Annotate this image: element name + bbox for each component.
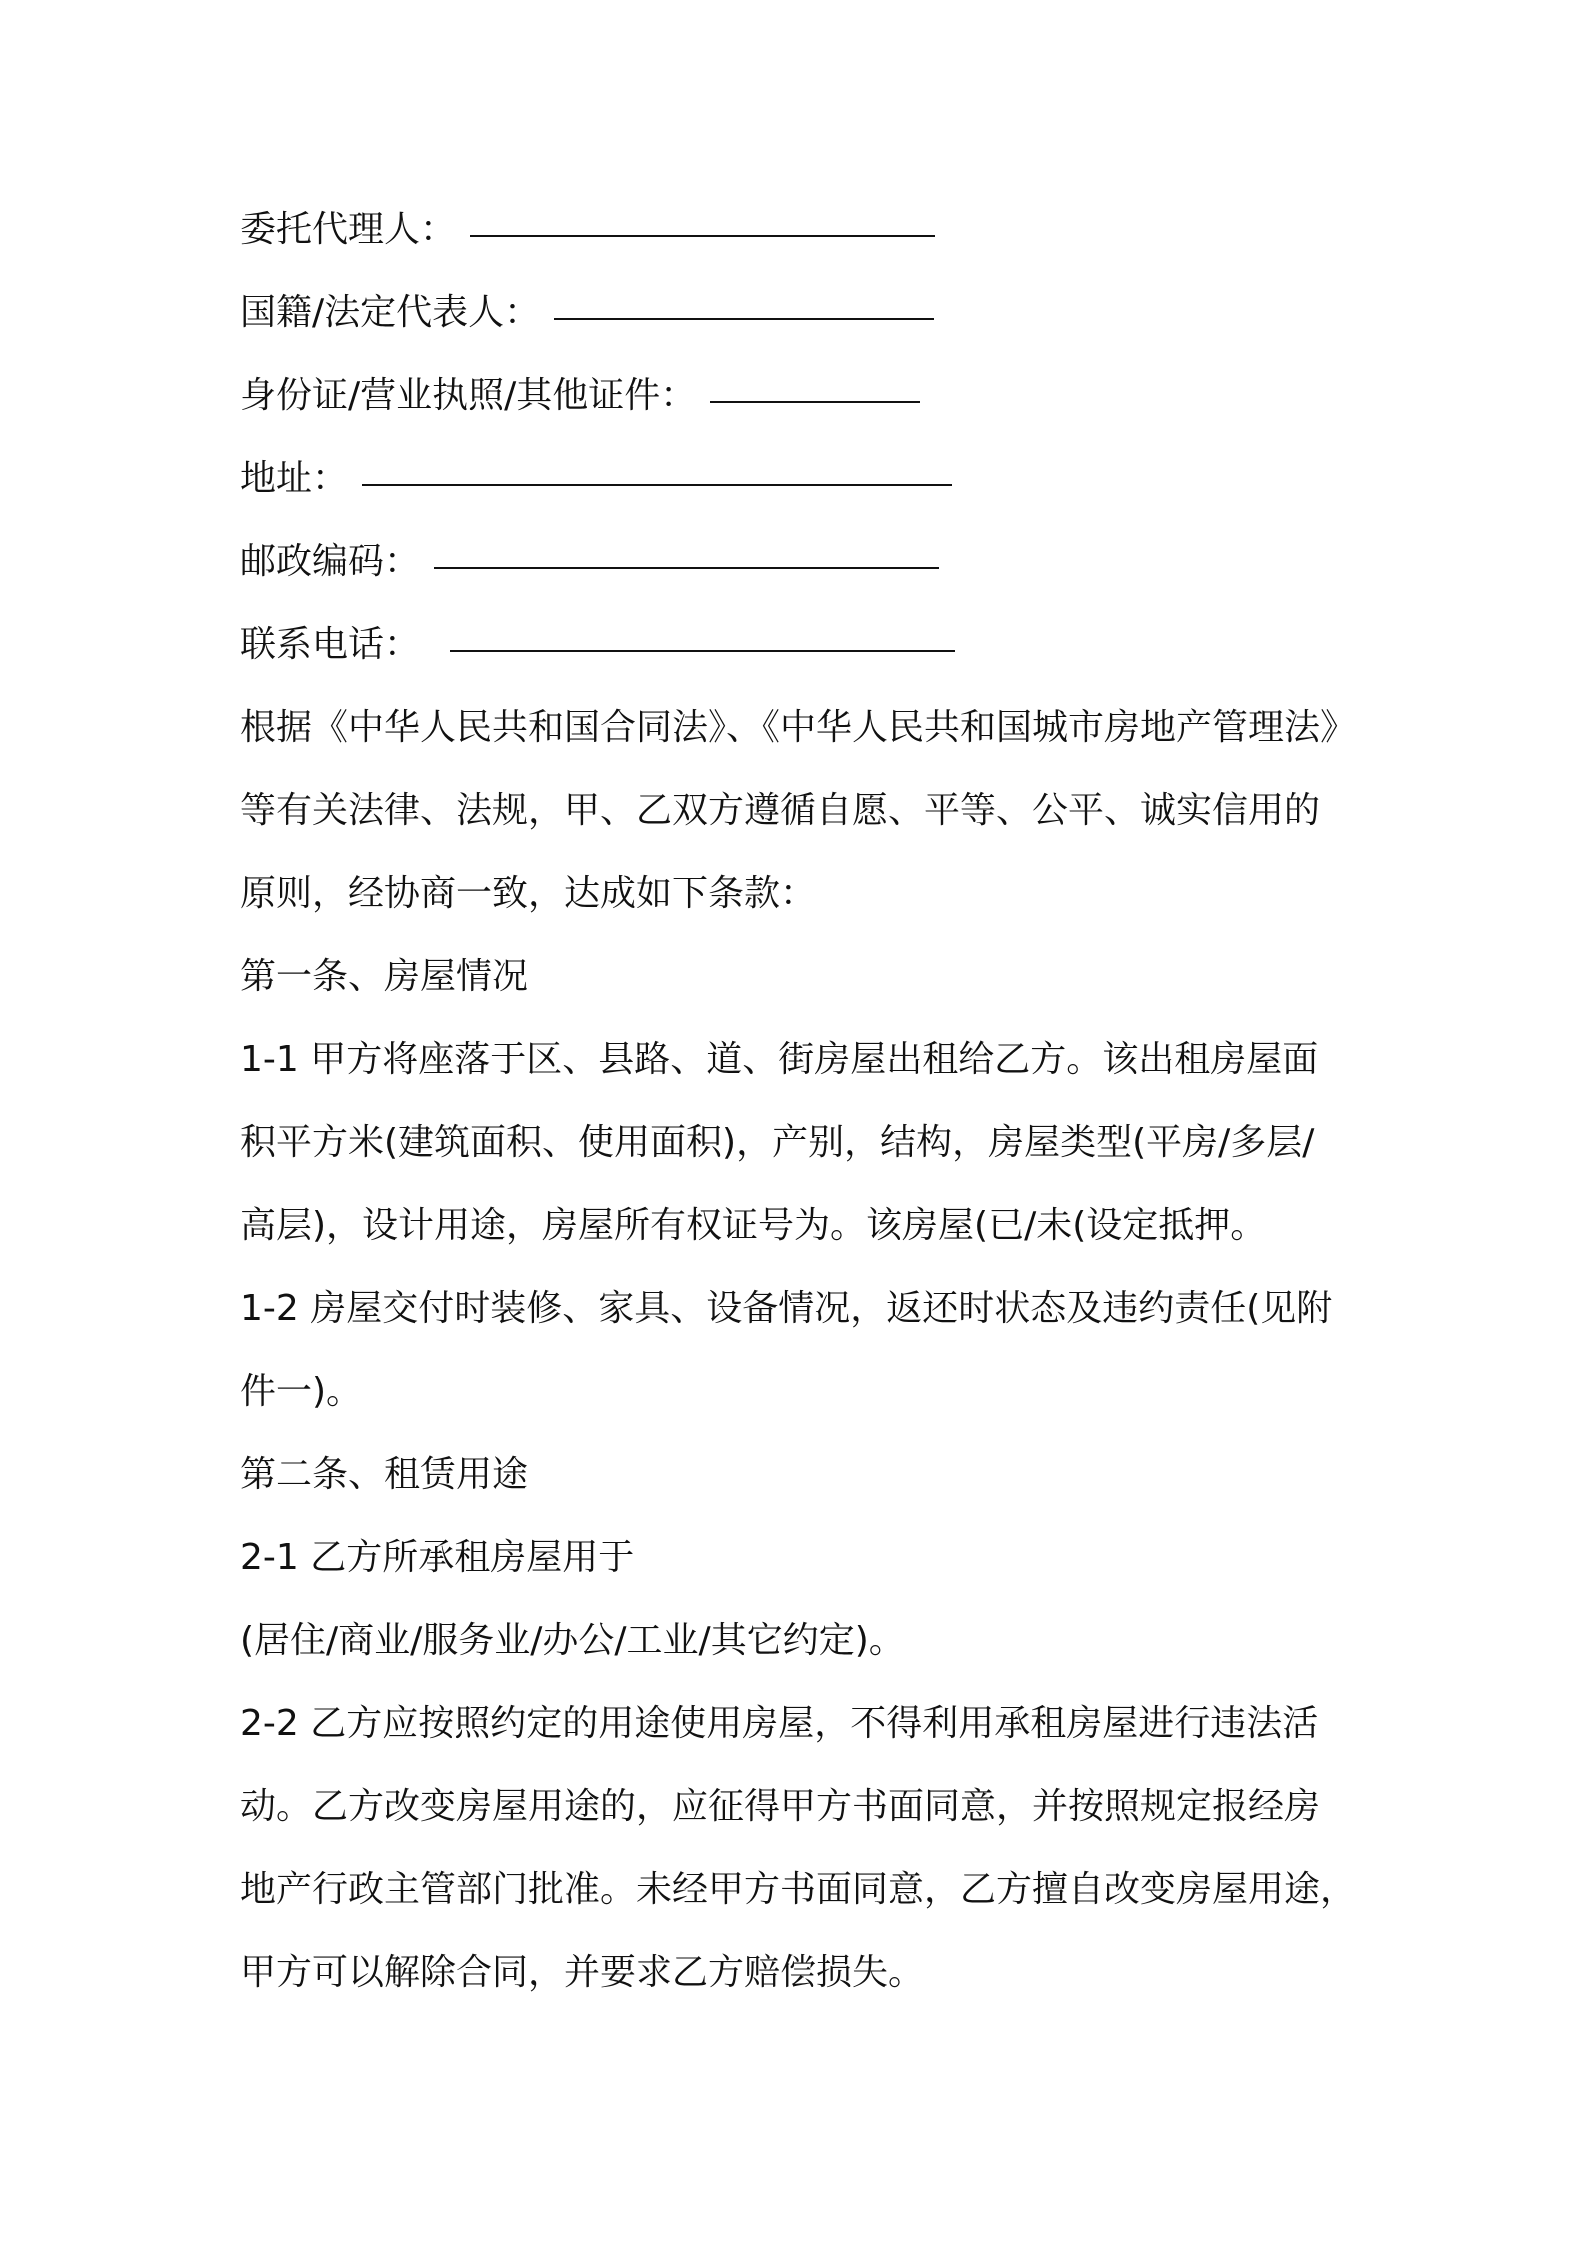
field-phone xyxy=(240,603,1360,686)
paragraph-line: 等有关法律、法规，甲、乙双方遵循自愿、平等、公平、诚实信用的 xyxy=(240,790,1321,831)
field-agent xyxy=(240,188,1360,271)
blank-line xyxy=(470,235,935,237)
paragraph-line: 根据《中华人民共和国合同法》、《中华人民共和国城市房地产管理法》 xyxy=(240,707,1357,748)
paragraph-line: 2-1 乙方所承租房屋用于 xyxy=(240,1537,635,1578)
paragraph-line: 原则，经协商一致，达成如下条款： xyxy=(240,873,817,914)
section-heading: 第二条、租赁用途 xyxy=(240,1454,529,1495)
paragraph-line: 甲方可以解除合同，并要求乙方赔偿损失。 xyxy=(240,1952,925,1993)
contract-content xyxy=(240,188,1360,2014)
paragraph-line: 地产行政主管部门批准。未经甲方书面同意，乙方擅自改变房屋用途， xyxy=(240,1869,1357,1910)
field-id-document xyxy=(240,354,1360,437)
paragraph-line: 动。乙方改变房屋用途的，应征得甲方书面同意，并按照规定报经房 xyxy=(240,1786,1321,1827)
paragraph-line: 件一)。 xyxy=(240,1371,363,1412)
blank-line xyxy=(710,401,920,403)
paragraph-line: 1-2 房屋交付时装修、家具、设备情况，返还时状态及违约责任(见附 xyxy=(240,1288,1333,1329)
paragraph-line: 2-2 乙方应按照约定的用途使用房屋，不得利用承租房屋进行违法活 xyxy=(240,1703,1319,1744)
blank-line xyxy=(554,318,934,320)
field-label: 委托代理人： xyxy=(240,209,457,250)
field-postcode xyxy=(240,520,1360,603)
section-heading: 第一条、房屋情况 xyxy=(240,956,529,997)
paragraph-line: 积平方米(建筑面积、使用面积)，产别，结构，房屋类型(平房/多层/ xyxy=(240,1122,1315,1163)
field-nationality-representative xyxy=(240,271,1360,354)
field-label: 身份证/营业执照/其他证件： xyxy=(240,375,697,416)
field-label: 邮政编码： xyxy=(240,541,421,582)
blank-line xyxy=(434,567,939,569)
field-label: 地址： xyxy=(240,458,349,499)
paragraph-line: (居住/商业/服务业/办公/工业/其它约定)。 xyxy=(240,1620,905,1661)
blank-line xyxy=(450,650,955,652)
field-label: 国籍/法定代表人： xyxy=(240,292,541,333)
paragraph-line: 1-1 甲方将座落于区、县路、道、街房屋出租给乙方。该出租房屋面 xyxy=(240,1039,1319,1080)
blank-line xyxy=(362,484,952,486)
field-label: 联系电话： xyxy=(240,624,421,665)
field-address xyxy=(240,437,1360,520)
paragraph-line: 高层)，设计用途，房屋所有权证号为。该房屋(已/未(设定抵押。 xyxy=(240,1205,1267,1246)
